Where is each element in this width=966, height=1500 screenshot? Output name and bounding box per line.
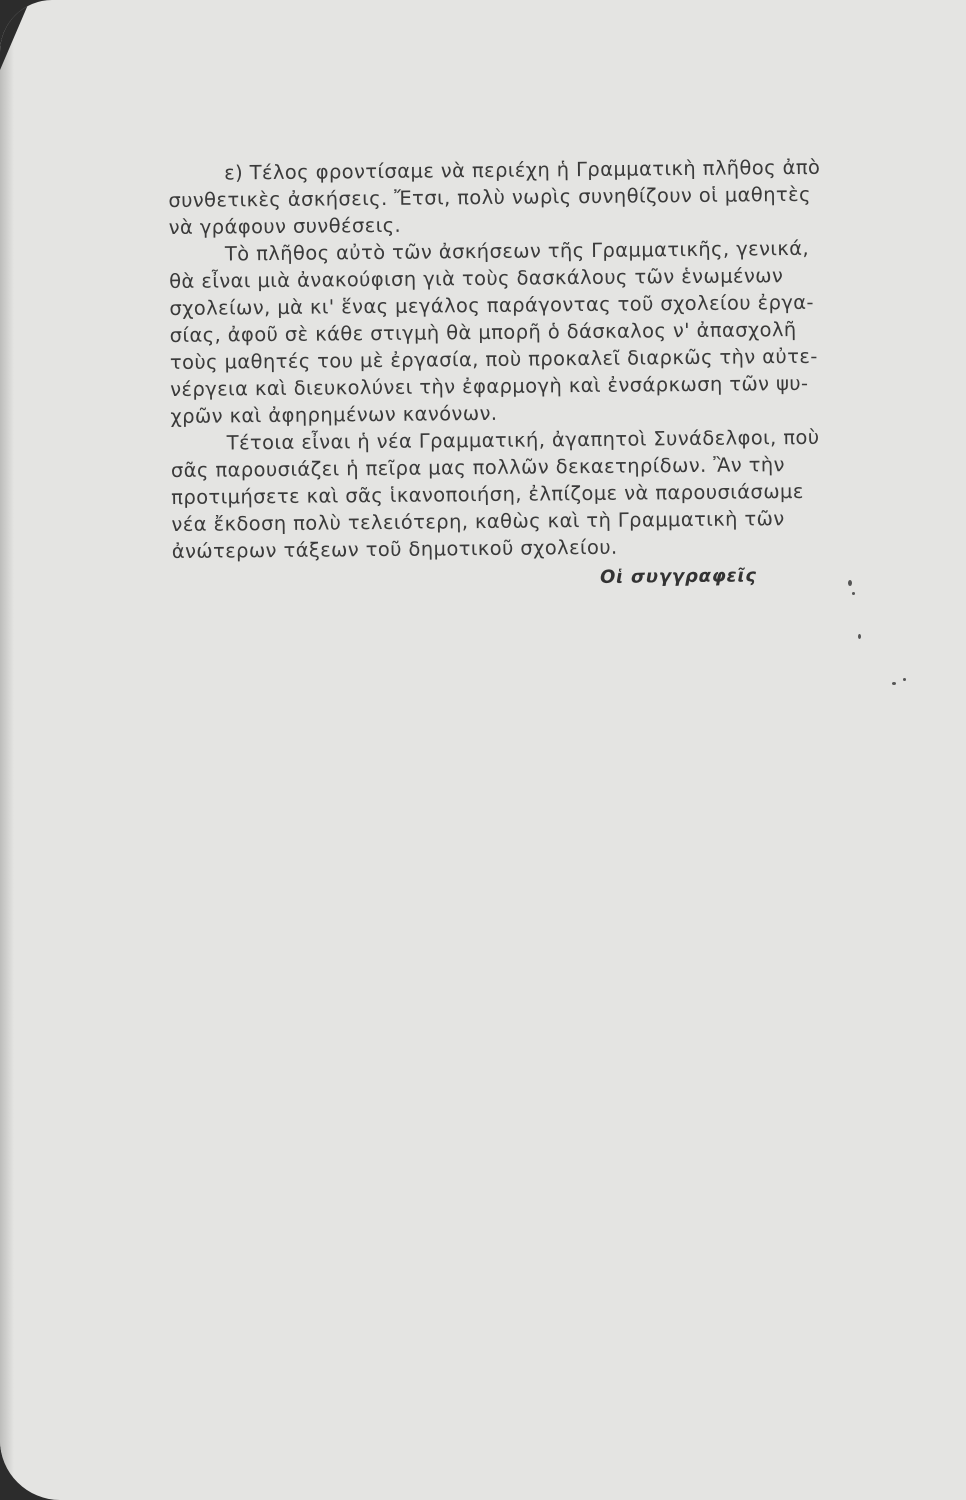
ink-speck: [848, 580, 852, 586]
text-line: προτιμήσετε καὶ σᾶς ἱκανοποιήση, ἐλπίζομε νὰ παρουσιάσωμε: [171, 479, 804, 509]
preface-text: [168, 153, 892, 592]
paragraph-1: [168, 153, 889, 241]
text-line: θὰ εἶναι μιὰ ἀνακούφιση γιὰ τοὺς δασκάλους τῶν ἑνωμένων: [169, 264, 784, 293]
text-line: νέα ἔκδοση πολὺ τελειότερη, καθὼς καὶ τὴ Γραμματικὴ τῶν: [171, 507, 785, 536]
paragraph-3: [171, 423, 892, 565]
text-line: χρῶν καὶ ἀφηρημένων κανόνων.: [170, 401, 498, 428]
text-line: σίας, ἀφοῦ σὲ κάθε στιγμὴ θὰ μπορῆ ὁ δάσκαλος ν' ἀπασχολῆ: [169, 317, 797, 347]
text-line: σχολείων, μὰ κι' ἕνας μεγάλος παράγοντας τοῦ σχολείου ἐργα-: [169, 290, 815, 320]
text-line: νέργεια καὶ διευκολύνει τὴν ἐφαρμογὴ καὶ ἐνσάρκωση τῶν ψυ-: [170, 371, 809, 401]
text-line: συνθετικὲς ἀσκήσεις. Ἔτσι, πολὺ νωρὶς συνηθίζουν οἱ μαθητὲς: [168, 182, 811, 212]
ink-speck: [892, 682, 896, 685]
text-line: ε) Τέλος φροντίσαμε νὰ περιέχη ἡ Γραμματικὴ πλῆθος ἀπὸ: [224, 155, 821, 185]
text-line: ἀνώτερων τάξεων τοῦ δημοτικοῦ σχολείου.: [171, 535, 618, 563]
ink-speck: [852, 592, 855, 595]
text-line: σᾶς παρουσιάζει ἡ πεῖρα μας πολλῶν δεκαετηρίδων. Ἂν τὴν: [170, 453, 785, 482]
text-line: Τὸ πλῆθος αὐτὸ τῶν ἀσκήσεων τῆς Γραμματικῆς, γενικά,: [224, 236, 810, 266]
paragraph-2: [169, 234, 891, 430]
text-line: νὰ γράφουν συνθέσεις.: [168, 213, 402, 239]
ink-speck: [903, 678, 906, 681]
page-corner: [0, 0, 30, 70]
page-edge-shadow: [0, 0, 14, 1500]
text-line: Τέτοια εἶναι ἡ νέα Γραμματική, ἀγαπητοὶ Συνάδελφοι, ποὺ: [226, 425, 820, 455]
authors-signature: Οἱ συγγραφεῖς: [599, 565, 757, 588]
ink-speck: [858, 634, 861, 639]
text-line: τοὺς μαθητές του μὲ ἐργασία, ποὺ προκαλεῖ διαρκῶς τὴν αὐτε-: [169, 344, 818, 374]
